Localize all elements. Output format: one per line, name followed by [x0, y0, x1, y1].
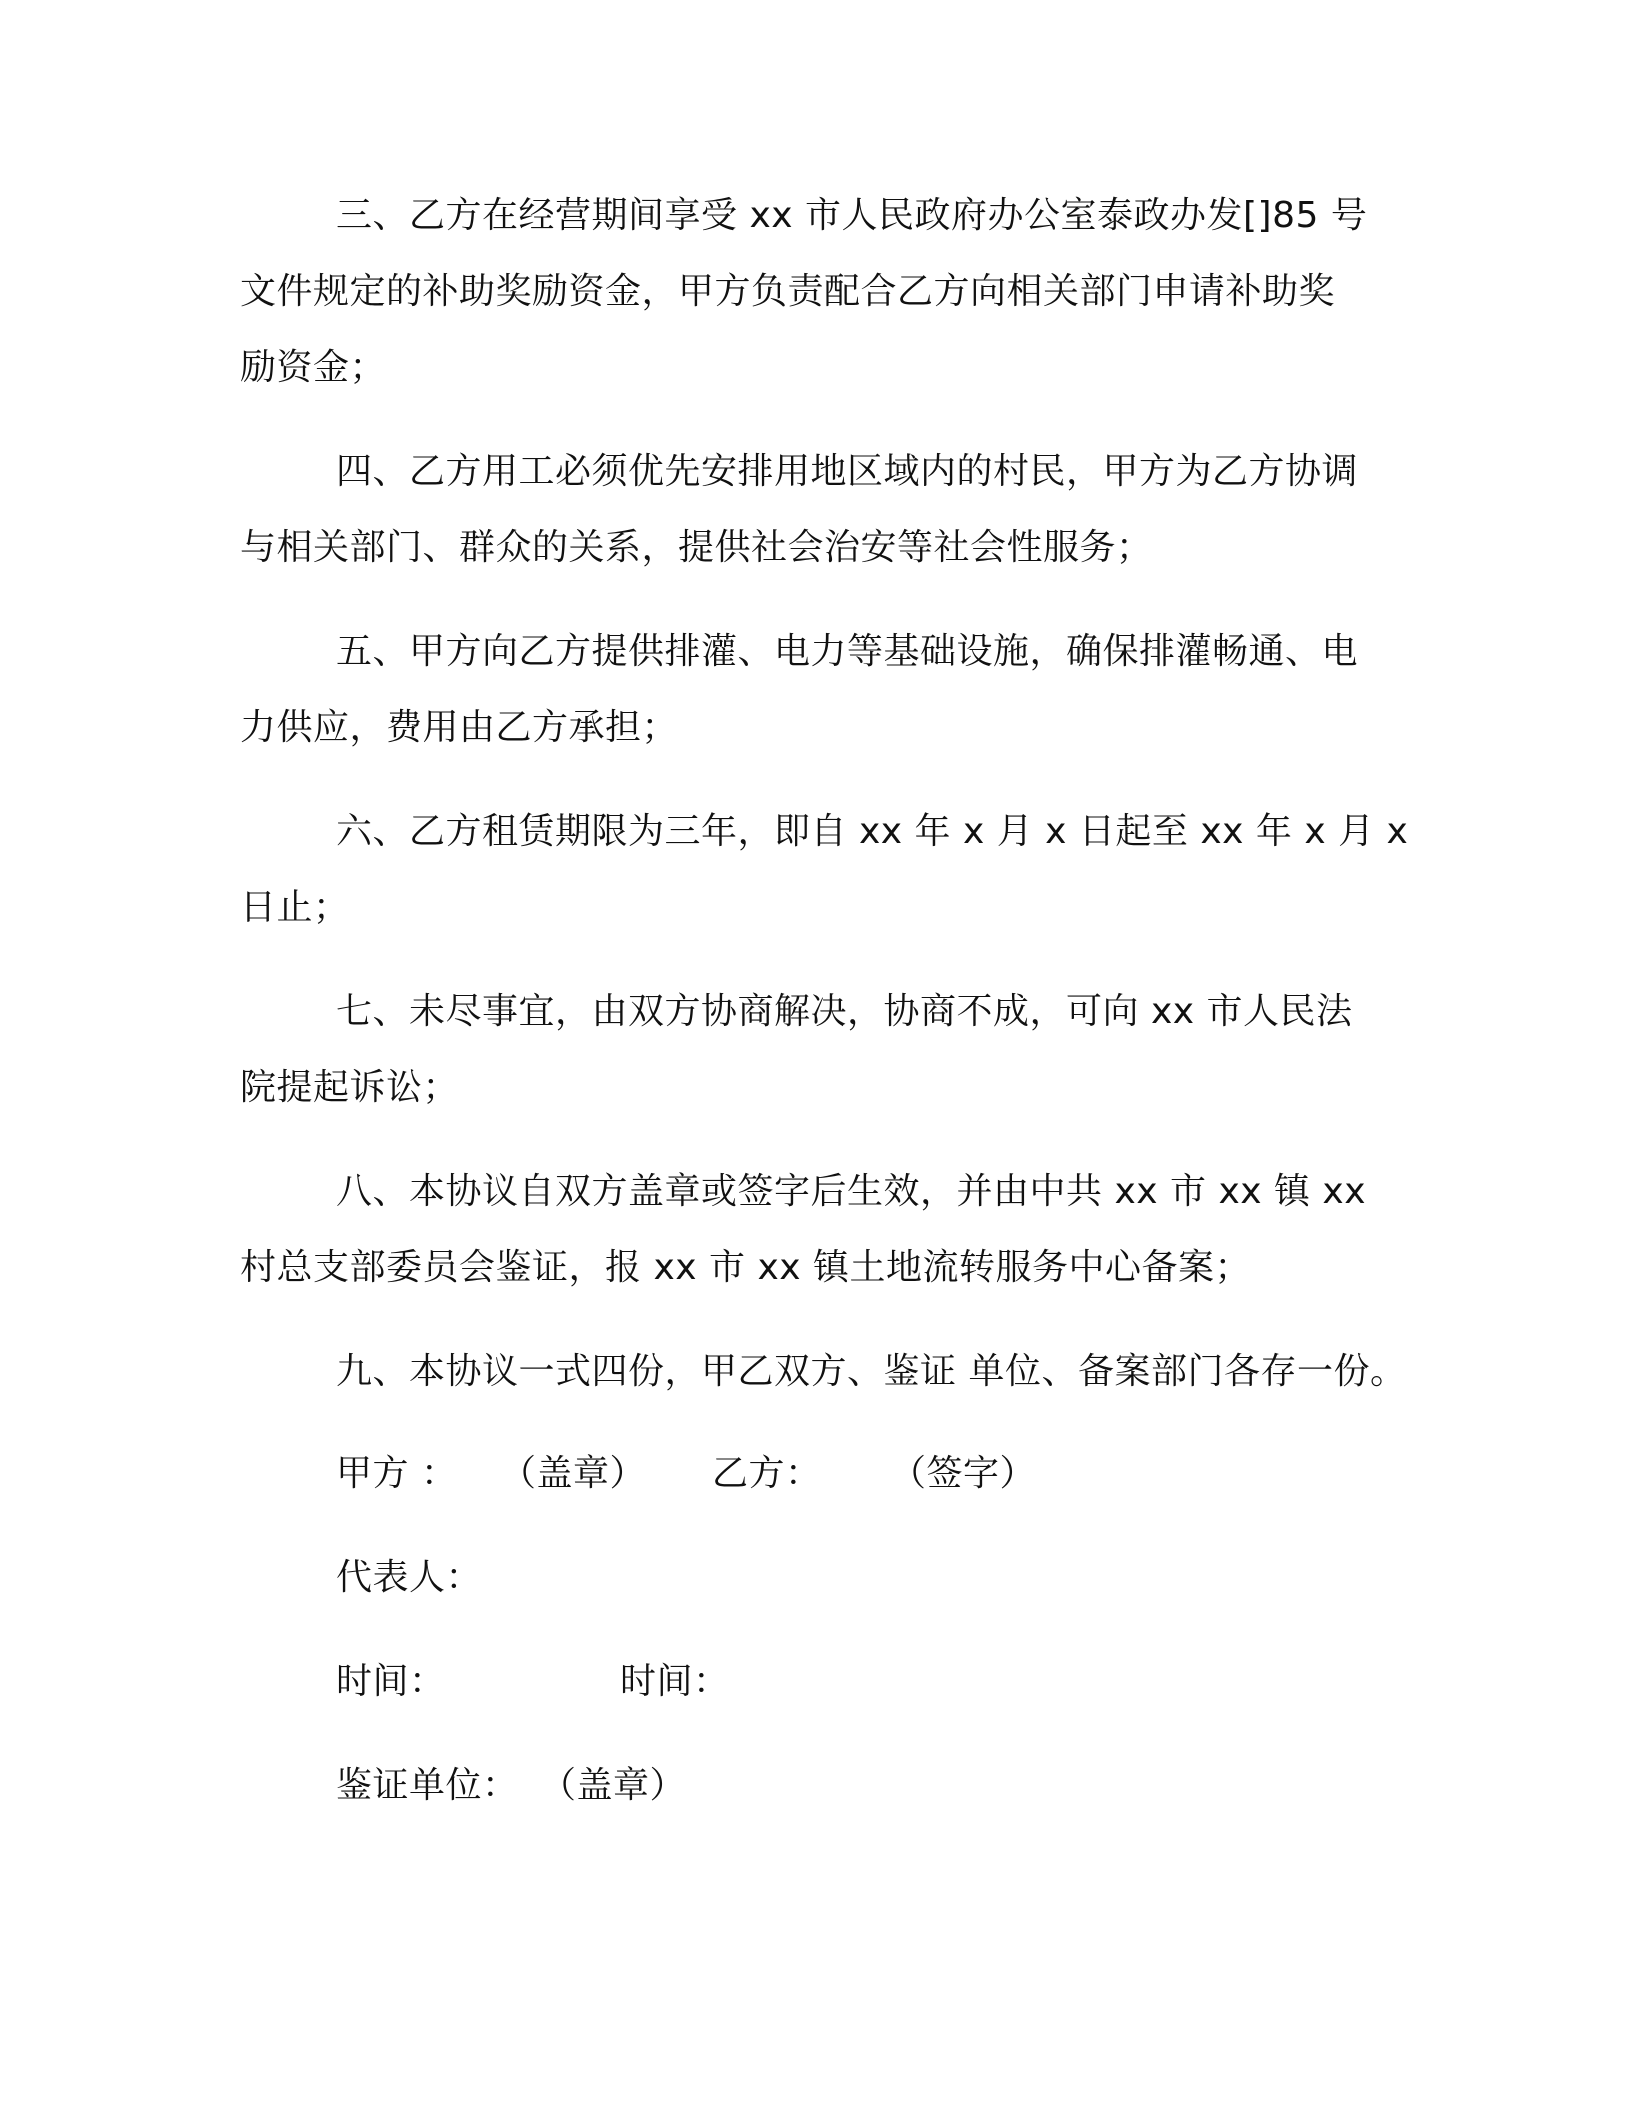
- witness-label: 鉴证单位：: [336, 1765, 519, 1806]
- clause-eight-line-1: 八、本协议自双方盖章或签字后生效，并由中共 xx 市 xx 镇 xx: [336, 1171, 1367, 1212]
- clause-five-line-2: 力供应，费用由乙方承担；: [240, 707, 679, 748]
- clause-three-line-2: 文件规定的补助奖励资金，甲方负责配合乙方向相关部门申请补助奖: [240, 271, 1336, 312]
- clause-four-line-1: 四、乙方用工必须优先安排用地区域内的村民，甲方为乙方协调: [336, 451, 1359, 492]
- witness-seal: （盖章）: [540, 1765, 687, 1806]
- time-a-label: 时间：: [336, 1661, 446, 1702]
- clause-three-line-1: 三、乙方在经营期间享受 xx 市人民政府办公室泰政办发[]85 号: [336, 195, 1368, 236]
- party-b-sign: （签字）: [890, 1453, 1037, 1494]
- clause-eight-line-2: 村总支部委员会鉴证，报 xx 市 xx 镇土地流转服务中心备案；: [240, 1247, 1251, 1288]
- party-b-label: 乙方：: [712, 1453, 822, 1494]
- representative-label: 代表人：: [336, 1557, 483, 1598]
- party-a-seal: （盖章）: [500, 1453, 647, 1494]
- party-a-label: 甲方 ：: [336, 1453, 458, 1494]
- clause-six-line-2: 日止；: [240, 887, 350, 928]
- clause-three-line-3: 励资金；: [240, 347, 387, 388]
- clause-seven-line-1: 七、未尽事宜，由双方协商解决，协商不成，可向 xx 市人民法: [336, 991, 1353, 1032]
- clause-nine-line-1: 九、本协议一式四份，甲乙双方、鉴证 单位、备案部门各存一份。: [336, 1351, 1407, 1392]
- clause-four-line-2: 与相关部门、群众的关系，提供社会治安等社会性服务；: [240, 527, 1153, 568]
- clause-seven-line-2: 院提起诉讼；: [240, 1067, 460, 1108]
- time-b-label: 时间：: [620, 1661, 730, 1702]
- clause-five-line-1: 五、甲方向乙方提供排灌、电力等基础设施，确保排灌畅通、电: [336, 631, 1359, 672]
- clause-six-line-1: 六、乙方租赁期限为三年，即自 xx 年 x 月 x 日起至 xx 年 x 月 x: [336, 811, 1409, 852]
